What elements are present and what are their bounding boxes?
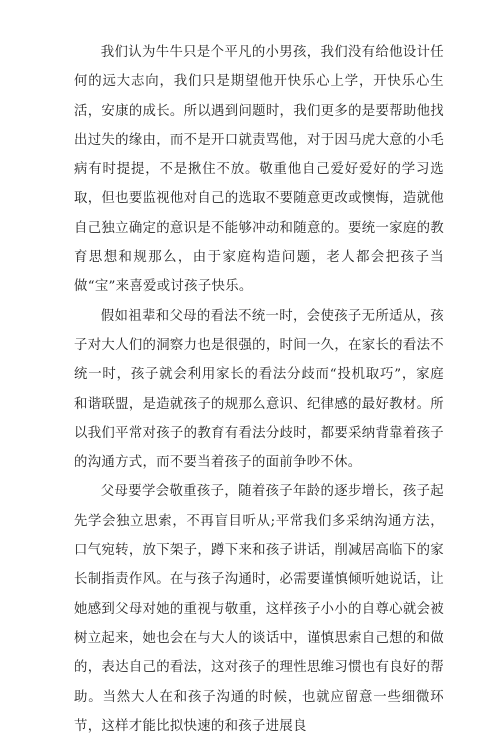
- paragraph-3: 父母要学会敬重孩子，随着孩子年龄的逐步增长，孩子起先学会独立思索，不再盲目听从;平常我们多采纳沟通方法，口气宛转，放下架子，蹲下来和孩子讲话，削减居高临下的家长制指责作风。在与孩子沟通时，必需要谨慎倾听她说话，让她感到父母对她的重视与敬重，这样孩子小小的自尊心就会被树立起来，她也会在与大人的谈话中，谨慎思索自己想的和做的，表达自己的看法，这对孩子的理性思维习惯也有良好的帮助。当然大人在和孩子沟通的时候，也就应留意一些细微环节，这样才能比拟快速的和孩子进展良: [74, 484, 444, 734]
- paragraph-2: 假如祖辈和父母的看法不统一时，会使孩子无所适从，孩子对大人们的洞察力也是很强的，时间一久，在家长的看法不统一时，孩子就会利用家长的看法分歧而“投机取巧”，家庭和谐联盟，是造就孩子的规那么意识、纪律感的最好教材。所以我们平常对孩子的教育有看法分歧时，都要采纳背靠着孩子的沟通方式，而不要当着孩子的面前争吵不休。: [74, 308, 444, 471]
- document-body: [74, 38, 444, 741]
- paragraph-1: 我们认为牛牛只是个平凡的小男孩，我们没有给他设计任何的远大志向，我们只是期望他开快乐心上学，开快乐心生活，安康的成长。所以遇到问题时，我们更多的是要帮助他找出过失的缘由，而不是开口就责骂他，对于因马虎大意的小毛病有时提提，不是揪住不放。敬重他自己爱好爱好的学习选取，但也要监视他对自己的选取不要随意更改或懊悔，造就他自己独立确定的意识是不能够冲动和随意的。要统一家庭的教育思想和规那么，由于家庭构造问题，老人都会把孩子当做“宝”来喜爱或讨孩子快乐。: [74, 45, 444, 295]
